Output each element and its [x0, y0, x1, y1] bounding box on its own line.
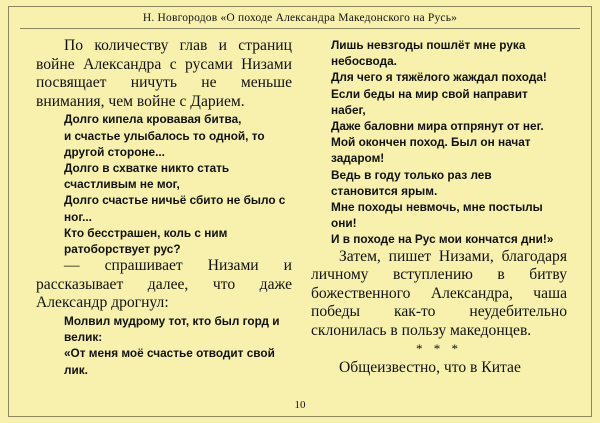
left-verse-2 — [36, 313, 292, 378]
verse-line: лик. — [64, 362, 88, 377]
verse-line: задаром! — [331, 151, 385, 166]
verse-line: и счастье улыбалось то одной, то — [64, 128, 265, 143]
verse-line: И в походе на Рус мои кончатся дни!» — [331, 232, 554, 247]
verse-line: ратоборствует рус? — [64, 242, 181, 256]
verse-line: становится ярым. — [331, 183, 438, 198]
verse-line: они! — [331, 216, 357, 231]
verse-line: Лишь невзгоды пошлёт мне рука — [331, 38, 526, 52]
verse-line: набег, — [331, 102, 366, 117]
verse-line: Если беды на мир свой направит — [331, 86, 528, 101]
running-header: Н. Новгородов «О походе Александра Македонского на Русь» — [20, 12, 580, 29]
verse-line: Долго кипела кровавая битва, — [64, 112, 242, 127]
verse-line: ног... — [64, 209, 92, 224]
right-verse — [311, 37, 567, 248]
left-paragraph-1: По количеству глав и страниц войне Александра с русами Низами посвящает ничуть не меньше внимания, чем войне с Дарием. — [36, 37, 292, 110]
left-paragraph-2: — спрашивает Низами и рассказывает далее, что даже Александр дрогнул: — [36, 257, 292, 312]
right-paragraph-1: Затем, пишет Низами, благодаря личному вступлению в битву божественного Александра, чаша победы как-то неудебительно склонилась в пользу македонцев. — [311, 247, 567, 340]
verse-line: «От меня моё счастье отводит свой — [64, 346, 275, 361]
verse-line: Ведь в году только раз лев — [331, 167, 492, 182]
verse-line: велик: — [64, 330, 103, 345]
verse-line: Долго счастье ничьё сбито не было с — [64, 193, 286, 208]
verse-line: Даже баловни мира отпрянут от нег. — [331, 119, 544, 134]
verse-line: Долго в схватке никто стать — [64, 160, 230, 175]
right-column — [311, 37, 567, 377]
verse-line: Для чего я тяжёлого жаждал похода! — [331, 70, 547, 85]
verse-line: Мне походы невмочь, мне постылы — [331, 200, 543, 215]
verse-line: Молвил мудрому тот, кто был горд и — [64, 313, 280, 328]
verse-line: другой стороне... — [64, 144, 165, 159]
verse-line: небосвода. — [331, 54, 397, 69]
page-number: 10 — [294, 399, 306, 411]
left-verse-1 — [36, 111, 292, 257]
verse-line: счастливым не мог, — [64, 177, 180, 192]
verse-line: Мой окончен поход. Был он начат — [331, 135, 531, 150]
verse-line: Кто бесстрашен, коль с ним — [64, 225, 228, 240]
right-paragraph-2: Общеизвестно, что в Китае — [339, 358, 521, 376]
section-divider: * * * — [416, 340, 462, 356]
left-column — [36, 37, 292, 378]
